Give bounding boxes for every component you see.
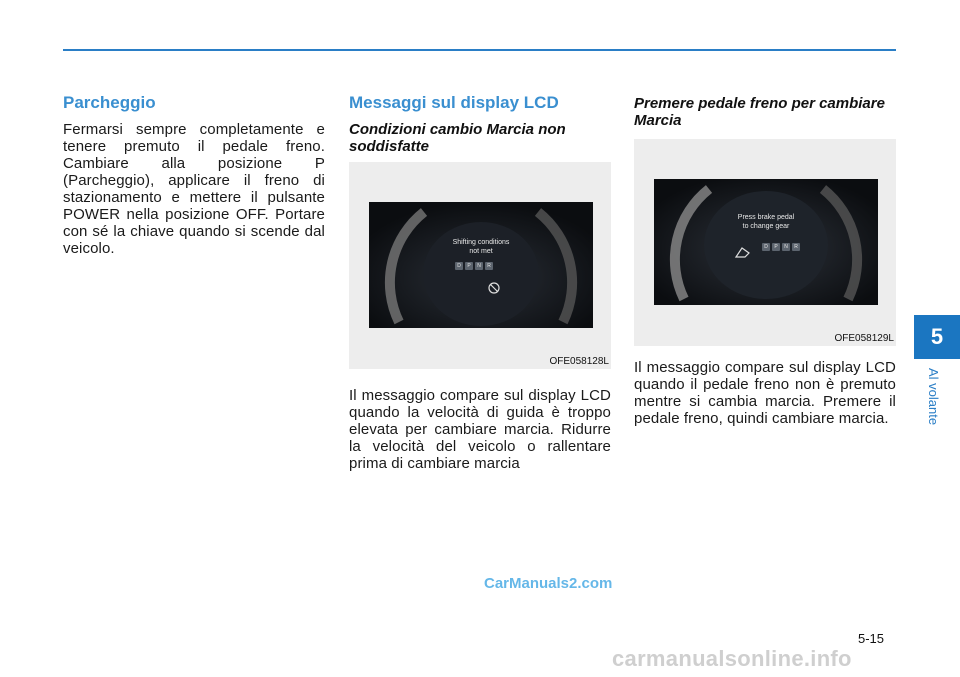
page-number: 5-15 [858, 631, 885, 646]
top-rule [63, 49, 896, 51]
column-parcheggio [63, 92, 325, 257]
gauge-arcs-graphic [654, 179, 878, 305]
column-premere-freno [634, 95, 896, 427]
figure-shifting-conditions [349, 162, 611, 369]
cluster-display [654, 179, 878, 305]
gear-key-r: R [485, 262, 493, 270]
column-messaggi-lcd [349, 92, 611, 472]
watermark: CarManuals2.com [484, 575, 613, 592]
chapter-label: Al volante [926, 368, 941, 426]
heading-parcheggio: Parcheggio [63, 93, 156, 112]
gear-key-n: N [782, 243, 790, 251]
screen-message-line-2: to change gear [742, 223, 790, 230]
gear-selector-icon [762, 243, 800, 251]
cluster-display [369, 202, 593, 328]
gear-key-d: D [455, 262, 463, 270]
footer-watermark: carmanualsonline.info [612, 646, 852, 671]
gear-key-d: D [762, 243, 770, 251]
gear-key-r: R [792, 243, 800, 251]
paragraph-parcheggio: Fermarsi sempre completamente e tenere premuto il pedale freno. Cambiare alla posizione P (Parcheggio), applicare il freno di stazionamento e mettere il pulsante POWER nella posizione OFF. Portare con sé la chiave quando si scende dal veicolo. [63, 121, 325, 257]
chapter-tab[interactable]: 5 [914, 315, 960, 359]
gear-key-p: P [772, 243, 780, 251]
gear-selector-icon [455, 262, 493, 270]
heading-messaggi-lcd: Messaggi sul display LCD [349, 93, 559, 112]
paragraph-shifting-conditions: Il messaggio compare sul display LCD quando la velocità di guida è troppo elevata per cambiare marcia. Ridurre la velocità del veicolo o rallentare prima di cambiare marcia [349, 387, 611, 472]
gear-key-n: N [475, 262, 483, 270]
subheading-premere-freno: Premere pedale freno per cambiare Marcia [634, 95, 885, 129]
gear-key-p: P [465, 262, 473, 270]
brake-pedal-icon [734, 245, 752, 259]
figure-code: OFE058128L [549, 356, 609, 367]
screen-message-line-1: Press brake pedal [737, 214, 795, 221]
figure-code: OFE058129L [834, 333, 894, 344]
paragraph-press-brake: Il messaggio compare sul display LCD quando il pedale freno non è premuto mentre si cambia marcia. Premere il pedale freno, quindi cambiare marcia. [634, 359, 896, 427]
screen-message-line-2: not met [469, 248, 493, 255]
prohibited-icon [488, 282, 500, 294]
screen-message-line-1: Shifting conditions [452, 239, 510, 246]
figure-press-brake [634, 139, 896, 346]
subheading-condizioni: Condizioni cambio Marcia non soddisfatte [349, 121, 566, 155]
